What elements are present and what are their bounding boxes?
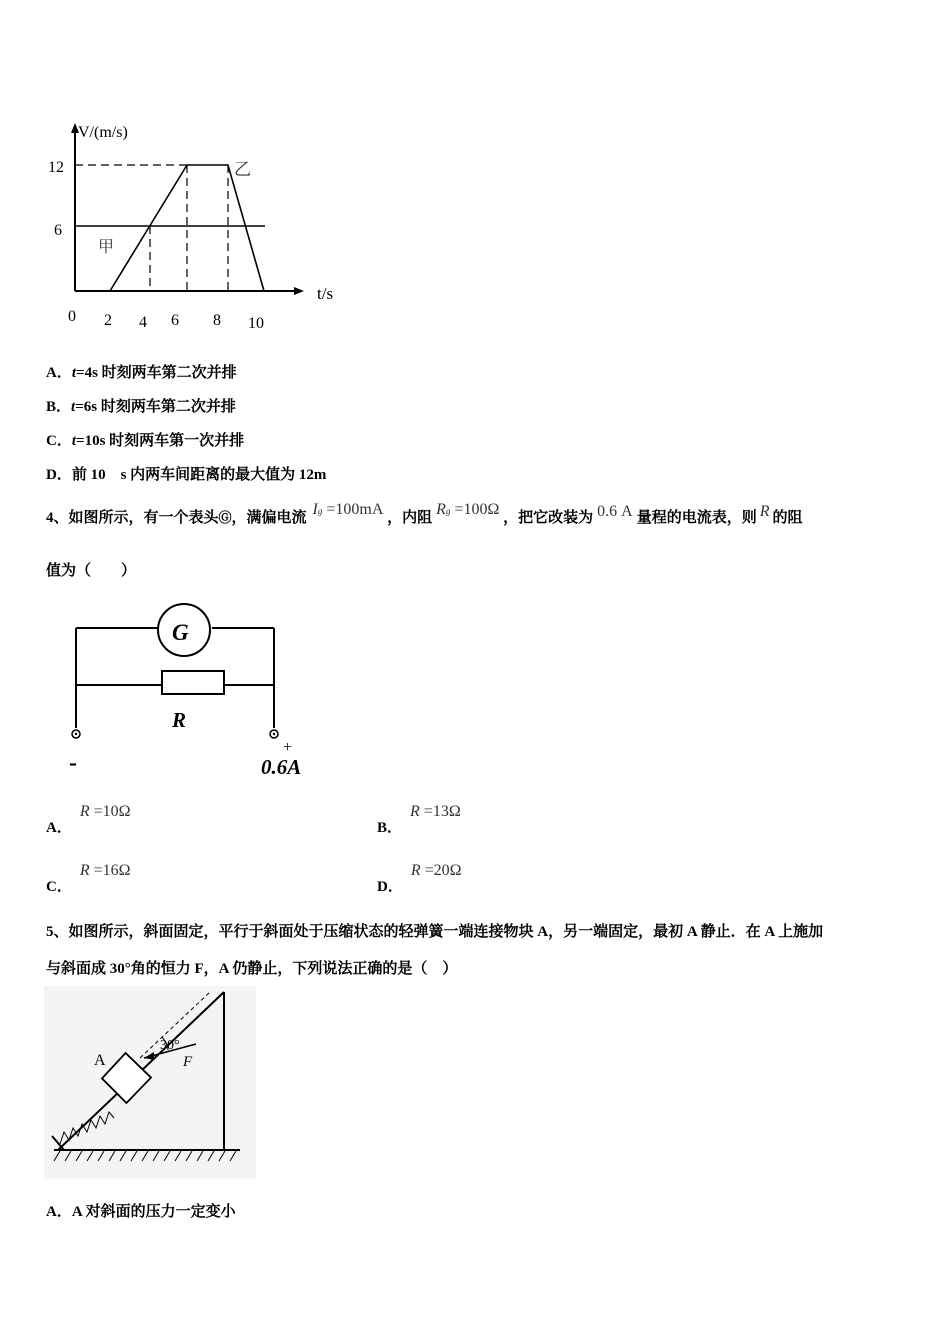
terminal-plus-dot (273, 733, 275, 735)
shunt-resistor (162, 671, 224, 694)
option-var: R (79, 803, 90, 820)
option-formula (411, 862, 462, 879)
q4-text-5: 量程的电流表，则 (636, 510, 757, 526)
option-text: =4s 时刻两车第二次并排 (76, 365, 237, 381)
ammeter-circuit-diagram (60, 598, 330, 783)
option-letter: A． (46, 820, 72, 836)
label-yi: 乙 (234, 160, 251, 179)
label-jia: 甲 (98, 239, 115, 256)
xtick-8: 8 (213, 312, 221, 329)
q4-option-a[interactable] (46, 800, 131, 836)
rg-sub: g (445, 506, 451, 516)
q3-option-c[interactable] (46, 429, 244, 450)
option-var: t (71, 399, 76, 415)
option-formula (80, 862, 131, 879)
option-letter: A． (46, 1204, 72, 1220)
option-letter: D． (377, 879, 403, 895)
option-formula (410, 803, 461, 820)
option-text: =6s 时刻两车第二次并排 (75, 399, 236, 415)
y-axis-label: V/(m/s) (78, 124, 128, 141)
option-formula (80, 803, 131, 820)
force-label: F (183, 1054, 193, 1070)
xtick-0: 0 (68, 308, 76, 325)
plus-label: + (283, 739, 293, 756)
option-value: =10Ω (93, 803, 131, 820)
option-text: =10s 时刻两车第一次并排 (76, 433, 245, 449)
option-value: =13Ω (423, 803, 461, 820)
option-text: A 对斜面的压力一定变小 (71, 1204, 236, 1220)
option-letter: C． (46, 433, 72, 449)
xtick-10: 10 (248, 315, 264, 332)
incline-spring-diagram (44, 986, 256, 1179)
option-var: t (71, 433, 77, 449)
option-letter: A． (46, 365, 72, 381)
option-var: R (410, 803, 420, 820)
ig-value: =100mA (326, 501, 384, 518)
q4-text-1: 4、如图所示，有一个表头 (46, 510, 219, 526)
q3-option-d[interactable] (46, 463, 326, 484)
q4-text-2: ，满偏电流 (231, 510, 307, 526)
q4-option-d[interactable] (377, 859, 462, 895)
galvanometer-symbol: Ⓖ (218, 510, 232, 525)
xtick-4: 4 (139, 314, 147, 331)
rg-var: R (436, 501, 446, 518)
q5-stem-line1: 5、如图所示，斜面固定，平行于斜面处于压缩状态的轻弹簧一端连接物块 A，另一端固定，最初 A 静止．在 A 上施加 (46, 924, 824, 940)
resistor-label: R (172, 708, 187, 732)
rg-formula (436, 501, 499, 518)
q3-option-b[interactable] (46, 395, 236, 416)
option-letter: B． (377, 820, 403, 836)
ig-formula (313, 501, 384, 518)
ig-sub: g (317, 506, 323, 516)
option-letter: B． (46, 399, 72, 415)
q5-stem-line2: 与斜面成 30°角的恒力 F，A 仍静止，下列说法正确的是（ ） (46, 961, 458, 977)
q4-text-4: ，把它改装为 (503, 510, 594, 526)
option-letter: D． (46, 467, 72, 483)
xtick-6: 6 (171, 312, 179, 329)
q4-option-c[interactable] (46, 859, 131, 895)
option-text: 前 10 s 内两车间距离的最大值为 12m (71, 467, 327, 483)
q4-stem-line1 (46, 500, 803, 537)
angle-label: 30° (160, 1038, 180, 1053)
option-var: R (410, 862, 421, 879)
minus-label: - (69, 750, 77, 776)
q4-text-3: ，内阻 (387, 510, 433, 526)
terminal-minus-dot (75, 733, 77, 735)
rg-value: =100Ω (454, 501, 500, 518)
xtick-2: 2 (104, 312, 112, 329)
option-letter: C． (46, 879, 72, 895)
galvanometer-label: G (172, 620, 189, 645)
option-var: t (71, 365, 77, 381)
x-axis-label: t/s (317, 284, 334, 303)
velocity-time-graph (40, 115, 360, 340)
option-value: =20Ω (424, 862, 462, 879)
ytick-6: 6 (54, 222, 62, 239)
range-value: 0.6 A (597, 503, 633, 520)
r-var: R (759, 503, 770, 520)
option-value: =16Ω (93, 862, 131, 879)
x-axis-arrow (294, 287, 304, 295)
q4-text-6: 的阻 (772, 510, 803, 526)
ig-var: I (312, 501, 318, 518)
terminal-range-label: 0.6A (261, 755, 302, 779)
block-label: A (94, 1052, 106, 1069)
ytick-12: 12 (48, 159, 64, 176)
q4-stem-line2: 值为（ ） (46, 563, 137, 579)
option-var: R (79, 862, 90, 879)
q5-option-a[interactable] (46, 1200, 236, 1221)
q4-option-b[interactable] (377, 800, 461, 836)
q3-option-a[interactable] (46, 361, 237, 382)
